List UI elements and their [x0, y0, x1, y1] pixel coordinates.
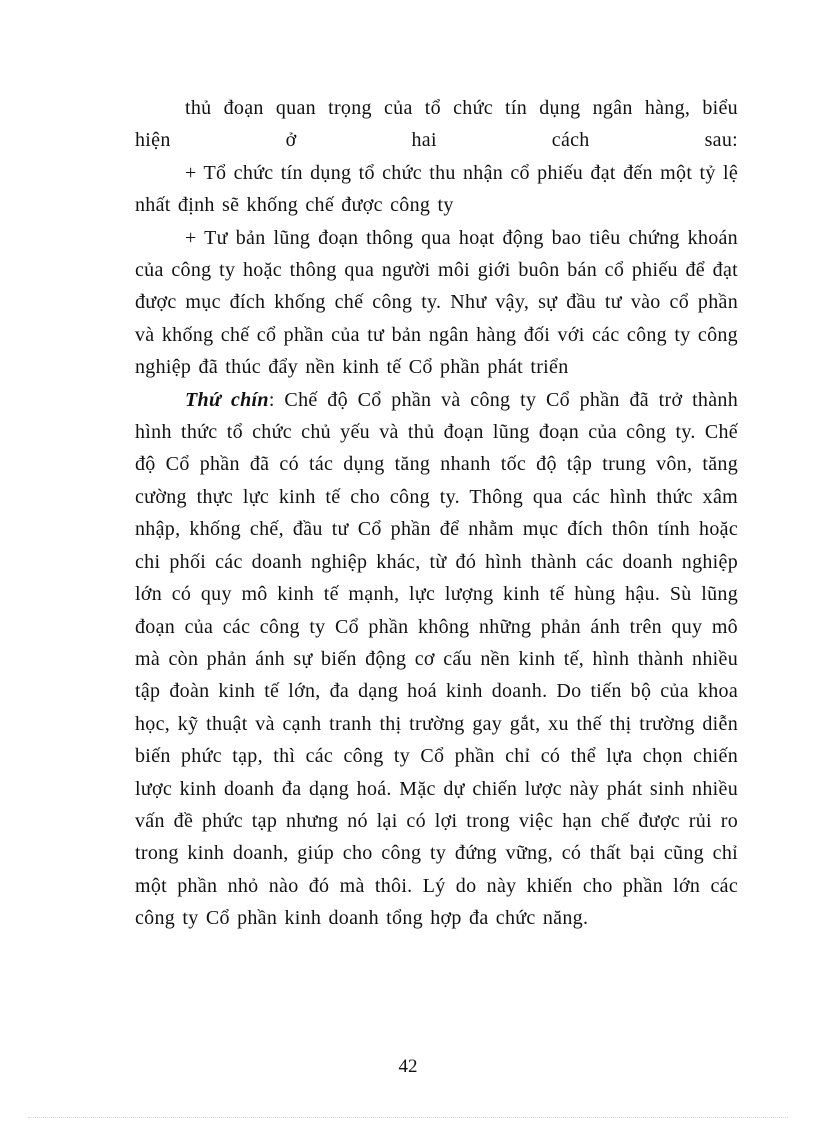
paragraph-4-lead: Thứ chín [185, 388, 269, 411]
page-number: 42 [398, 1056, 418, 1077]
paragraph-3: + Tư bản lũng đoạn thông qua hoạt động bao tiêu chứng khoán của công ty hoặc thông qua người môi giới buôn bán cổ phiếu để đạt được mục đích khống chế công ty. Như vậy, sự đầu tư vào cổ phần và khống chế cổ phần của tư bản ngân hàng đối với các công ty công nghiệp đã thúc đẩy nền kinh tế Cổ phần phát triển [135, 226, 738, 379]
paragraph-4-text: : Chế độ Cổ phần và công ty Cổ phần đã trở thành hình thức tổ chức chủ yếu và thủ đoạn lũng đoạn của công ty. Chế độ Cổ phần đã có tác dụng tăng nhanh tốc độ tập trung vôn, tăng cường thực lực kinh tế cho công ty. Thông qua các hình thức xâm nhập, khống chế, đầu tư Cổ phần để nhằm mục đích thôn tính hoặc chi phối các doanh nghiệp khác, từ đó hình thành các doanh nghiệp lớn có quy mô kinh tế mạnh, lực lượng kinh tế hùng hậu. Sù lũng đoạn của các công ty Cổ phần không những phản ánh trên quy mô mà còn phản ánh sự biến động cơ cấu nền kinh tế, hình thành nhiều tập đoàn kinh tế lớn, đa dạng hoá kinh doanh. Do tiến bộ của khoa học, kỹ thuật và cạnh tranh thị trường gay gắt, xu thế thị trường diễn biến phức tạp, thì các công ty Cổ phần chỉ có thể lựa chọn chiến lược kinh doanh đa dạng hoá. Mặc dự chiến lược này phát sinh nhiều vấn đề phức tạp nhưng nó lại có lợi trong việc hạn chế được rủi ro trong kinh doanh, giúp cho công ty đứng vững, có thất bại cũng chỉ một phần nhỏ nào đó mà thôi. Lý do này khiến cho phần lớn các công ty Cổ phần kinh doanh tổng hợp đa chức năng. [135, 388, 738, 930]
paragraph-4 [135, 384, 738, 935]
paragraph-1-line-2: hiện ở hai cách sau: [135, 129, 738, 152]
body-text [135, 92, 738, 935]
paragraph-1-line-1: thủ đoạn quan trọng của tổ chức tín dụng ngân hàng, biểu [185, 97, 738, 119]
bottom-divider [28, 1117, 788, 1118]
paragraph-2: + Tổ chức tín dụng tổ chức thu nhận cổ phiếu đạt đến một tỷ lệ nhất định sẽ khống chế được công ty [135, 161, 738, 217]
